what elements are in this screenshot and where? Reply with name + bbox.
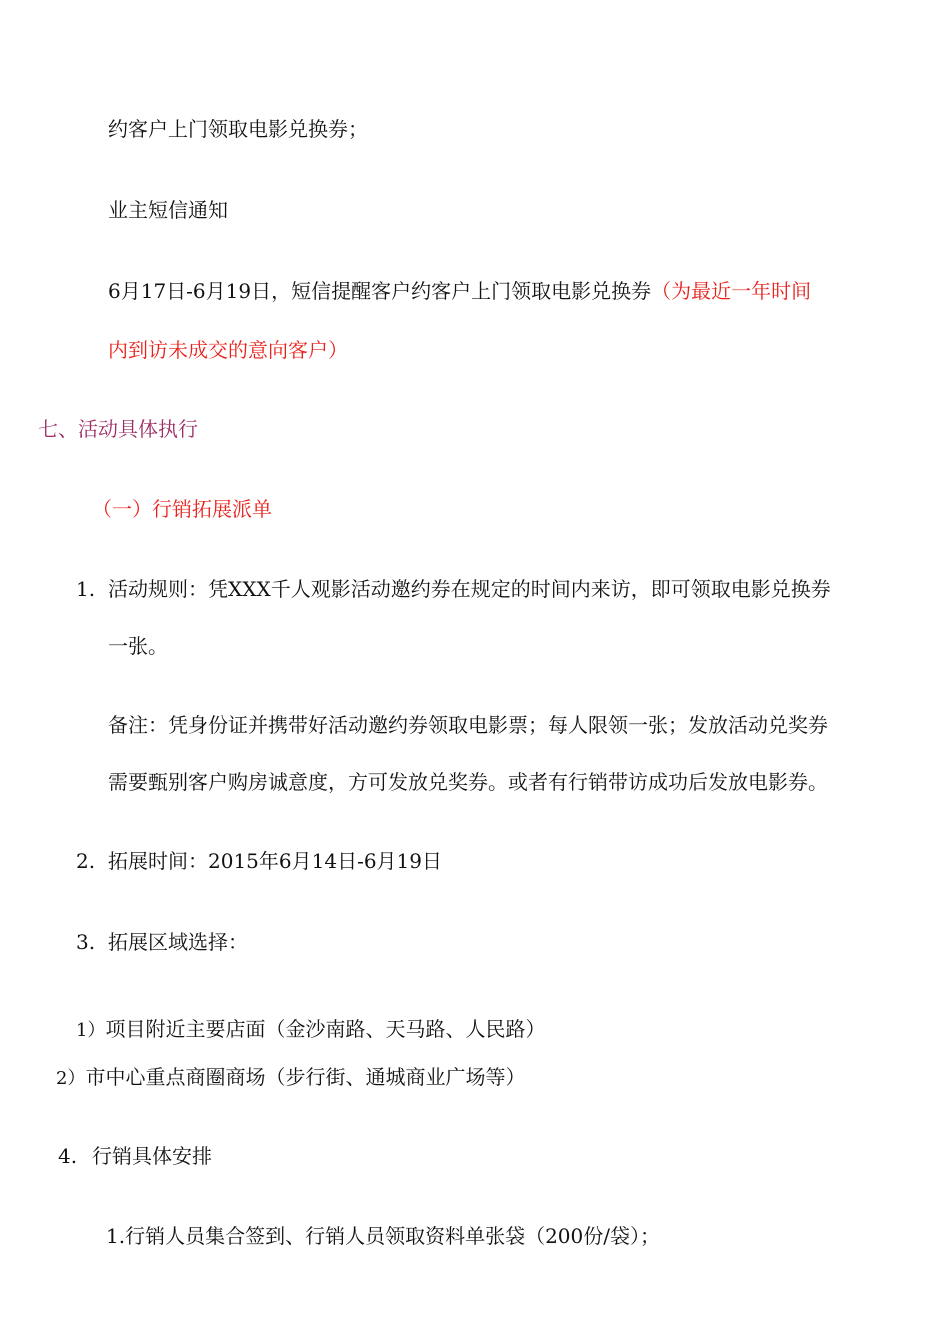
- list-item-rules: [76, 575, 831, 603]
- area-number: 2）: [56, 1068, 86, 1089]
- list-number: 3.: [76, 930, 96, 954]
- sub-item-checkin: 1.行销人员集合签到、行销人员领取资料单张袋（200份/袋）；: [106, 1224, 660, 1248]
- list-number: 1.: [76, 577, 96, 601]
- list-item-text: 拓展时间：2015年6月14日-6月19日: [108, 849, 443, 873]
- sms-reminder-note-continued: 内到访未成交的意向客户）: [108, 338, 348, 362]
- paragraph-invite-customers: 约客户上门领取电影兑换券；: [108, 117, 368, 141]
- note-line-1: 备注：凭身份证并携带好活动邀约券领取电影票；每人限领一张；发放活动兑奖券: [108, 713, 828, 737]
- note-line-2: 需要甄别客户购房诚意度，方可发放兑奖券。或者有行销带访成功后发放电影券。: [108, 770, 828, 794]
- sms-reminder-note: （为最近一年时间: [651, 279, 812, 303]
- list-item-text: 行销具体安排: [92, 1144, 212, 1168]
- list-number: 2.: [76, 849, 96, 873]
- area-text: 项目附近主要店面（金沙南路、天马路、人民路）: [105, 1017, 546, 1041]
- list-item-time: [76, 847, 442, 875]
- list-item-text: 拓展区域选择：: [108, 930, 248, 954]
- sms-reminder-text: 6月17日-6月19日，短信提醒客户约客户上门领取电影兑换券: [108, 279, 652, 303]
- paragraph-owner-sms: 业主短信通知: [108, 198, 228, 222]
- area-text: 市中心重点商圈商场（步行街、通城商业广场等）: [85, 1065, 526, 1089]
- area-item-1: [76, 1015, 545, 1045]
- list-item-area: [76, 928, 248, 956]
- paragraph-sms-reminder: [108, 277, 811, 305]
- list-item-arrangement: [58, 1142, 212, 1170]
- area-item-2: [56, 1063, 525, 1093]
- list-number: 4.: [58, 1144, 78, 1168]
- section-heading: 七、活动具体执行: [38, 417, 198, 441]
- subsection-heading: （一）行销拓展派单: [92, 497, 272, 521]
- area-number: 1）: [76, 1020, 106, 1041]
- list-item-rules-continued: 一张。: [108, 634, 168, 658]
- list-item-text: 活动规则：凭XXX千人观影活动邀约券在规定的时间内来访，即可领取电影兑换券: [108, 577, 831, 601]
